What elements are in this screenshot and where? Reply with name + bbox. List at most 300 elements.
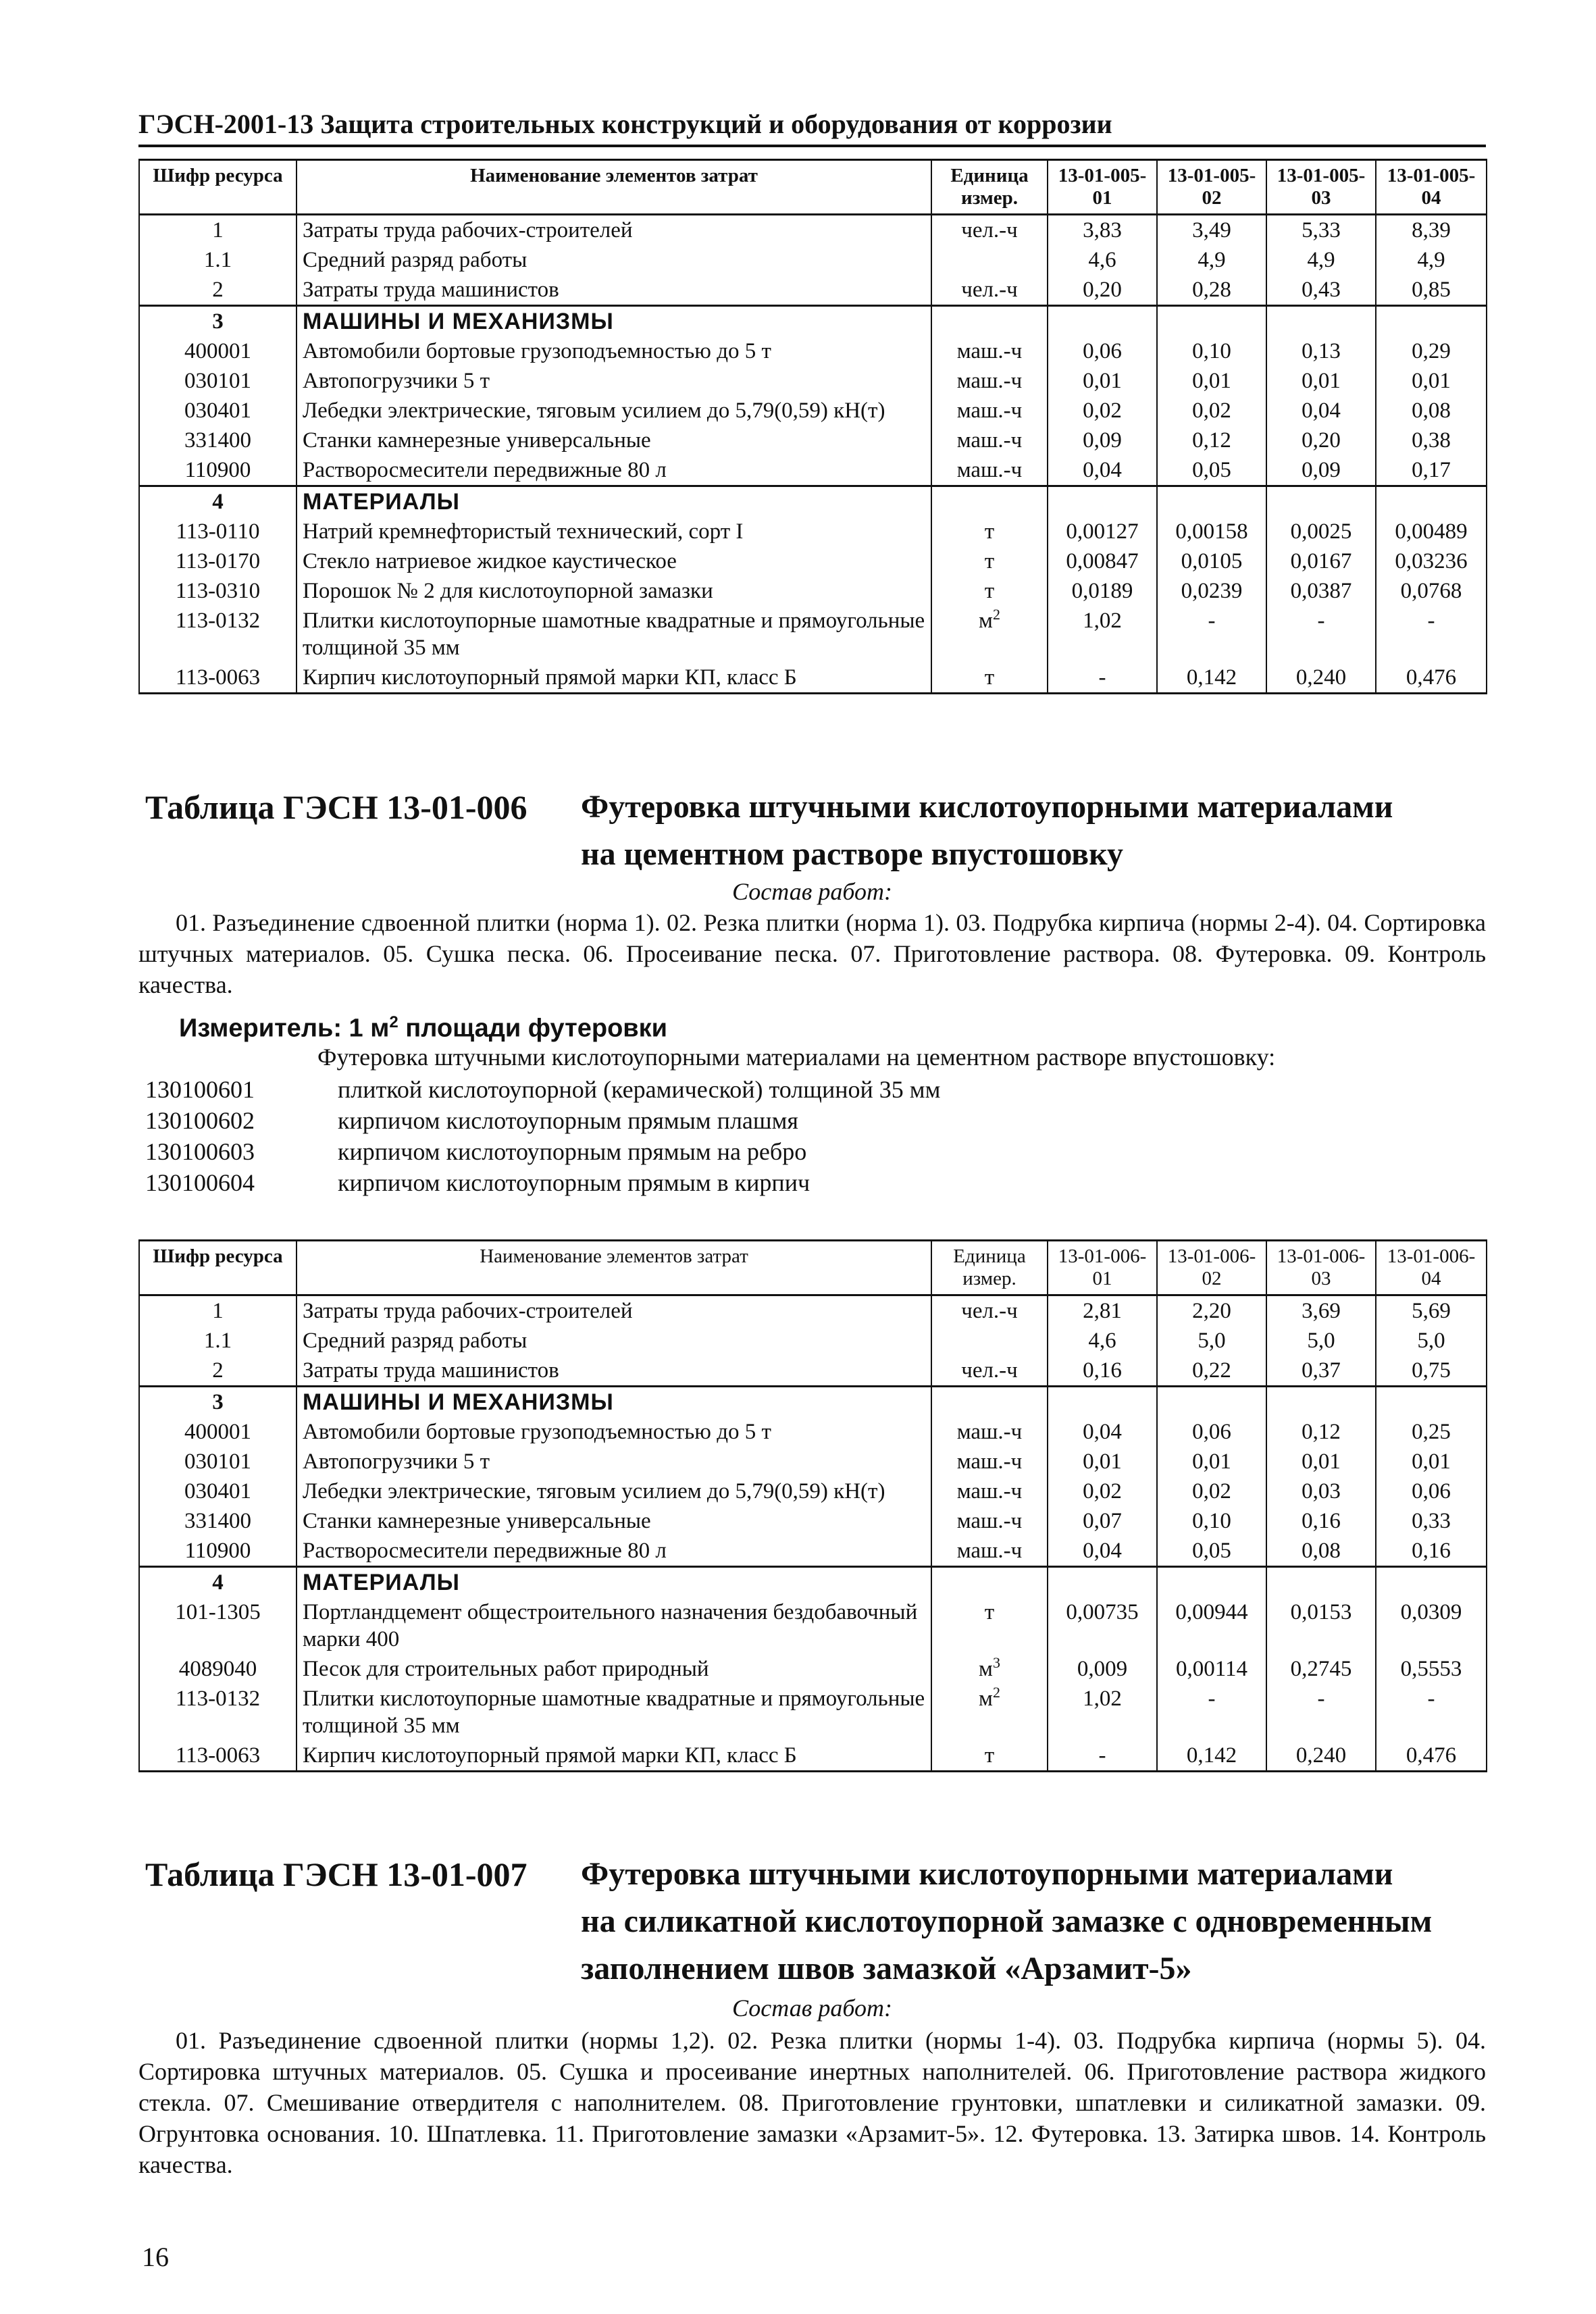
norm-value: 0,38 [1376,426,1487,455]
resource-unit [931,576,1048,606]
norm-value: 2,20 [1157,1295,1266,1327]
unit-text: т [984,549,995,573]
resource-name: Кирпич кислотоупорный прямой марки КП, класс Б [297,1741,931,1772]
norm-value: 0,03 [1266,1476,1376,1506]
norm-value: 0,43 [1266,275,1376,306]
norm-value: 4,9 [1157,245,1266,275]
norm-value: 0,16 [1376,1536,1487,1567]
norm-value: 4,9 [1376,245,1487,275]
section-row [139,1567,1487,1598]
norm-value: 8,39 [1376,215,1487,246]
resource-code: 030401 [139,1476,297,1506]
resource-code: 1.1 [139,245,297,275]
table-title-007 [581,1851,1486,1992]
resource-name: МАШИНЫ И МЕХАНИЗМЫ [297,306,931,337]
col-header: 13-01-006-04 [1376,1241,1487,1295]
resource-code: 113-0132 [139,606,297,663]
resource-unit [931,1387,1048,1418]
page-number: 16 [142,2242,169,2272]
measure-suffix: площади футеровки [398,1014,668,1043]
resource-name: Кирпич кислотоупорный прямой марки КП, класс Б [297,663,931,694]
table-row [139,1684,1487,1741]
resource-name: Затраты труда машинистов [297,1356,931,1387]
norm-value [1376,1567,1487,1598]
norm-value: 0,01 [1266,366,1376,396]
norm-value [1266,1567,1376,1598]
norm-value: 0,00158 [1157,517,1266,546]
norm-value: 0,02 [1157,1476,1266,1506]
unit-text: т [984,519,995,544]
title-line: на силикатной кислотоупорной замазке с одновременным [581,1903,1433,1939]
resource-code: 030101 [139,1447,297,1476]
resource-name: Автопогрузчики 5 т [297,1447,931,1476]
norm-value: 0,13 [1266,336,1376,366]
resource-unit [931,306,1048,337]
title-line: Футеровка штучными кислотоупорными материалами [581,1856,1393,1892]
unit-text: т [984,1600,995,1624]
norm-value [1266,1387,1376,1418]
unit-text: маш.-ч [956,398,1023,423]
resource-unit [931,663,1048,694]
resource-code: 2 [139,1356,297,1387]
unit-text: маш.-ч [956,1449,1023,1474]
section-row [139,306,1487,337]
unit-superscript: 3 [992,1654,1000,1671]
norm-value: 0,01 [1048,1447,1157,1476]
variant-text: кирпичом кислотоупорным прямым плашмя [338,1107,798,1134]
norm-value: 5,33 [1266,215,1376,246]
norm-value: 2,81 [1048,1295,1157,1327]
norm-value: 0,00127 [1048,517,1157,546]
table-body [139,215,1487,694]
resource-code: 113-0063 [139,663,297,694]
variant-row [145,1074,940,1105]
resource-unit [931,1741,1048,1772]
resource-unit [931,336,1048,366]
norm-value: - [1376,606,1487,663]
variant-row [145,1167,940,1198]
norm-value [1048,1567,1157,1598]
norm-value: 0,09 [1048,426,1157,455]
norm-value: 0,16 [1048,1356,1157,1387]
table-heading-006: Таблица ГЭСН 13-01-006 [145,788,527,826]
table-row [139,366,1487,396]
table-row [139,1654,1487,1684]
resource-code: 030401 [139,396,297,426]
resource-unit [931,1476,1048,1506]
resource-unit [931,1536,1048,1567]
norm-value: 4,9 [1266,245,1376,275]
norm-value [1157,1387,1266,1418]
resource-unit [931,606,1048,663]
unit-text: маш.-ч [956,428,1023,453]
col-header: Шифр ресурса [139,1241,297,1295]
variant-list [145,1074,940,1198]
norm-value: 0,240 [1266,663,1376,694]
measure-sup: 2 [389,1013,398,1031]
norm-value [1048,306,1157,337]
resource-code: 110900 [139,1536,297,1567]
norm-value: 0,00847 [1048,546,1157,576]
table-row [139,663,1487,694]
table-row [139,1597,1487,1654]
resource-unit [931,455,1048,486]
norm-value: 0,29 [1376,336,1487,366]
resource-unit [931,1684,1048,1741]
norm-value [1157,486,1266,517]
unit-text: м [979,609,993,633]
section-row [139,486,1487,517]
resource-name: Затраты труда рабочих-строителей [297,215,931,246]
col-header: Наименование элементов затрат [297,1241,931,1295]
norm-value: 0,08 [1266,1536,1376,1567]
resource-code: 400001 [139,1417,297,1447]
resource-code: 030101 [139,366,297,396]
resource-name: МАТЕРИАЛЫ [297,486,931,517]
unit-text: маш.-ч [956,1420,1023,1444]
resource-code: 113-0170 [139,546,297,576]
resource-name: Автомобили бортовые грузоподъемностью до 5 т [297,1417,931,1447]
unit-text: м [979,1687,993,1711]
norm-value: - [1266,606,1376,663]
unit-text: м [979,1657,993,1681]
unit-text: маш.-ч [956,339,1023,363]
resource-name: Автопогрузчики 5 т [297,366,931,396]
norm-value: 0,16 [1266,1506,1376,1536]
norm-value [1048,1387,1157,1418]
resource-code: 101-1305 [139,1597,297,1654]
unit-text: чел.-ч [961,218,1018,242]
table-row [139,546,1487,576]
norm-value: 4,6 [1048,245,1157,275]
unit-text: маш.-ч [956,458,1023,482]
resource-code: 1.1 [139,1326,297,1356]
unit-text: маш.-ч [956,1479,1023,1503]
resource-code: 2 [139,275,297,306]
resource-unit [931,1417,1048,1447]
norm-value: 0,07 [1048,1506,1157,1536]
resource-code: 4089040 [139,1654,297,1684]
unit-text: маш.-ч [956,369,1023,393]
variant-row [145,1136,940,1167]
norm-value: 0,06 [1157,1417,1266,1447]
resource-name: Порошок № 2 для кислотоупорной замазки [297,576,931,606]
resource-code: 4 [139,486,297,517]
norm-value: 0,01 [1048,366,1157,396]
resource-code: 110900 [139,455,297,486]
norm-value: 0,33 [1376,1506,1487,1536]
table-title-006 [581,783,1486,878]
resource-name: Станки камнерезные универсальные [297,426,931,455]
unit-text: т [984,665,995,690]
table-row [139,1356,1487,1387]
norm-value: 0,00735 [1048,1597,1157,1654]
table-row [139,1326,1487,1356]
norm-value: 0,0105 [1157,546,1266,576]
resource-name: Портландцемент общестроительного назначения бездобавочный марки 400 [297,1597,931,1654]
norm-value: 0,05 [1157,455,1266,486]
norm-value: 0,04 [1048,1536,1157,1567]
unit-text: чел.-ч [961,1358,1018,1383]
resource-name: Растворосмесители передвижные 80 л [297,455,931,486]
variants-intro: Футеровка штучными кислотоупорными материалами на цементном растворе впустошовку: [317,1044,1276,1071]
norm-value: 0,0167 [1266,546,1376,576]
norm-value: 0,01 [1266,1447,1376,1476]
norm-value: 0,12 [1157,426,1266,455]
variant-code: 130100603 [145,1138,255,1165]
resource-name: Автомобили бортовые грузоподъемностью до 5 т [297,336,931,366]
resource-unit [931,275,1048,306]
norm-value: 0,09 [1266,455,1376,486]
resource-name: Лебедки электрические, тяговым усилием до 5,79(0,59) кН(т) [297,396,931,426]
col-header: 13-01-005-01 [1048,160,1157,215]
norm-value: 3,49 [1157,215,1266,246]
norm-value: 0,00114 [1157,1654,1266,1684]
resource-name: Средний разряд работы [297,245,931,275]
norm-value: 0,04 [1048,1417,1157,1447]
norm-value: 1,02 [1048,606,1157,663]
title-line: Футеровка штучными кислотоупорными материалами [581,789,1393,825]
norm-value [1266,486,1376,517]
norm-value: 1,02 [1048,1684,1157,1741]
norm-value: 3,83 [1048,215,1157,246]
col-header: Наименование элементов затрат [297,160,931,215]
norm-value: 0,75 [1376,1356,1487,1387]
table-row [139,606,1487,663]
resource-table-13-01-006 [138,1239,1487,1772]
table-row [139,1476,1487,1506]
norm-value: 0,37 [1266,1356,1376,1387]
resource-unit [931,1567,1048,1598]
table-row [139,245,1487,275]
resource-unit [931,546,1048,576]
resource-name: Станки камнерезные универсальные [297,1506,931,1536]
norm-value: - [1157,1684,1266,1741]
resource-unit [931,1326,1048,1356]
norm-value: - [1157,606,1266,663]
unit-text: т [984,1743,995,1768]
resource-code: 331400 [139,1506,297,1536]
norm-value: 0,0768 [1376,576,1487,606]
norm-value: 0,28 [1157,275,1266,306]
resource-code: 331400 [139,426,297,455]
variant-code: 130100601 [145,1076,255,1103]
col-header: 13-01-005-04 [1376,160,1487,215]
norm-value: 0,476 [1376,1741,1487,1772]
norm-value: 0,20 [1048,275,1157,306]
resource-code: 113-0063 [139,1741,297,1772]
norm-value [1157,1567,1266,1598]
resource-name: Плитки кислотоупорные шамотные квадратные и прямоугольные толщиной 35 мм [297,606,931,663]
norm-value [1376,1387,1487,1418]
resource-name: Плитки кислотоупорные шамотные квадратные и прямоугольные толщиной 35 мм [297,1684,931,1741]
resource-unit [931,366,1048,396]
resource-unit [931,426,1048,455]
sostav-text: 01. Разъединение сдвоенной плитки (нормы 1,2). 02. Резка плитки (нормы 1-4). 03. Подрубка кирпича (нормы 5). 04. Сортировка штучных материалов. 05. Сушка и просеивание инертных наполнителей. 06. Приготовление раствора жидкого стекла. 07. Смешивание отвердителя с наполнителем. 08. Приготовление грунтовки, шпатлевки и силикатной замазки. 09. Огрунтовка основания. 10. Шпатлевка. 11. Приготовление замазки «Арзамит-5». 12. Футеровка. 13. Затирка швов. 14. Контроль качества. [138,2027,1486,2178]
resource-unit [931,245,1048,275]
variant-code: 130100602 [145,1107,255,1134]
norm-value [1157,306,1266,337]
resource-name: Лебедки электрические, тяговым усилием до 5,79(0,59) кН(т) [297,1476,931,1506]
norm-value: 0,02 [1048,1476,1157,1506]
norm-value: 0,142 [1157,1741,1266,1772]
norm-value: 0,01 [1376,1447,1487,1476]
table-header-row [139,1241,1487,1295]
norm-value: 0,08 [1376,396,1487,426]
col-header: 13-01-006-03 [1266,1241,1376,1295]
title-line: на цементном растворе впустошовку [581,836,1124,872]
norm-value: 0,17 [1376,455,1487,486]
norm-value: 0,25 [1376,1417,1487,1447]
variant-code: 130100604 [145,1169,255,1196]
norm-value: - [1376,1684,1487,1741]
sostav-label: Состав работ: [732,878,892,905]
resource-code: 113-0310 [139,576,297,606]
table-row [139,1417,1487,1447]
resource-code: 400001 [139,336,297,366]
table-body [139,1295,1487,1772]
norm-value: 0,12 [1266,1417,1376,1447]
norm-value: 0,0189 [1048,576,1157,606]
norm-value: 0,85 [1376,275,1487,306]
norm-value: 0,03236 [1376,546,1487,576]
table-row [139,1741,1487,1772]
col-header: 13-01-005-02 [1157,160,1266,215]
resource-code: 113-0132 [139,1684,297,1741]
col-header: Единица измер. [931,1241,1048,1295]
norm-value: 0,04 [1048,455,1157,486]
norm-value: 0,2745 [1266,1654,1376,1684]
resource-unit [931,486,1048,517]
norm-value: 0,06 [1376,1476,1487,1506]
resource-unit [931,1447,1048,1476]
resource-name: Песок для строительных работ природный [297,1654,931,1684]
norm-value: 0,0309 [1376,1597,1487,1654]
resource-name: Затраты труда машинистов [297,275,931,306]
norm-value [1376,306,1487,337]
table-row [139,517,1487,546]
table-row [139,576,1487,606]
resource-unit [931,1597,1048,1654]
unit-text: чел.-ч [961,1299,1018,1323]
resource-code: 3 [139,1387,297,1418]
resource-code: 3 [139,306,297,337]
norm-value: 3,69 [1266,1295,1376,1327]
unit-text: маш.-ч [956,1509,1023,1533]
measure-prefix: Измеритель: 1 м [179,1014,390,1043]
norm-value: 0,0239 [1157,576,1266,606]
col-header: Шифр ресурса [139,160,297,215]
norm-value: 0,476 [1376,663,1487,694]
norm-value: 0,10 [1157,1506,1266,1536]
norm-value: 5,0 [1376,1326,1487,1356]
norm-value: 5,0 [1157,1326,1266,1356]
resource-name: Затраты труда рабочих-строителей [297,1295,931,1327]
resource-code: 113-0110 [139,517,297,546]
norm-value: 0,0153 [1266,1597,1376,1654]
resource-code: 1 [139,215,297,246]
table-row [139,275,1487,306]
variant-text: плиткой кислотоупорной (керамической) толщиной 35 мм [338,1076,941,1103]
resource-unit [931,517,1048,546]
norm-value: 4,6 [1048,1326,1157,1356]
norm-value: 0,5553 [1376,1654,1487,1684]
norm-value: 0,240 [1266,1741,1376,1772]
resource-unit [931,1654,1048,1684]
unit-text: т [984,579,995,603]
norm-value: 0,06 [1048,336,1157,366]
resource-name: Средний разряд работы [297,1326,931,1356]
resource-unit [931,1506,1048,1536]
resource-code: 4 [139,1567,297,1598]
norm-value: 0,01 [1376,366,1487,396]
table-row [139,1447,1487,1476]
norm-value: - [1048,663,1157,694]
title-line: заполнением швов замазкой «Арзамит-5» [581,1951,1192,1986]
resource-unit [931,215,1048,246]
resource-table-13-01-005 [138,159,1487,694]
col-header: Единица измер. [931,160,1048,215]
norm-value: 0,10 [1157,336,1266,366]
table-row [139,215,1487,246]
table-row [139,1295,1487,1327]
norm-value: 0,05 [1157,1536,1266,1567]
resource-name: Натрий кремнефтористый технический, сорт I [297,517,931,546]
resource-unit [931,1295,1048,1327]
norm-value: 0,142 [1157,663,1266,694]
norm-value: 0,22 [1157,1356,1266,1387]
norm-value: 0,01 [1157,366,1266,396]
resource-name: Стекло натриевое жидкое каустическое [297,546,931,576]
norm-value: 0,02 [1048,396,1157,426]
resource-name: МАТЕРИАЛЫ [297,1567,931,1598]
norm-value: - [1048,1741,1157,1772]
norm-value: 0,0387 [1266,576,1376,606]
col-header: 13-01-006-02 [1157,1241,1266,1295]
norm-value: 0,00489 [1376,517,1487,546]
norm-value: - [1266,1684,1376,1741]
norm-value: 0,01 [1157,1447,1266,1476]
resource-name: МАШИНЫ И МЕХАНИЗМЫ [297,1387,931,1418]
variant-row [145,1105,940,1136]
resource-code: 1 [139,1295,297,1327]
unit-superscript: 2 [992,1684,1000,1701]
col-header: 13-01-006-01 [1048,1241,1157,1295]
norm-value: 0,02 [1157,396,1266,426]
measure-line [179,1006,667,1045]
variant-text: кирпичом кислотоупорным прямым в кирпич [338,1169,810,1196]
unit-text: чел.-ч [961,278,1018,302]
norm-value: 5,0 [1266,1326,1376,1356]
variant-text: кирпичом кислотоупорным прямым на ребро [338,1138,807,1165]
norm-value [1048,486,1157,517]
norm-value: 0,04 [1266,396,1376,426]
table-row [139,455,1487,486]
table-row [139,336,1487,366]
resource-unit [931,1356,1048,1387]
norm-value: 0,009 [1048,1654,1157,1684]
norm-value: 0,20 [1266,426,1376,455]
table-row [139,1506,1487,1536]
table-row [139,1536,1487,1567]
sostav-text: 01. Разъединение сдвоенной плитки (норма 1). 02. Резка плитки (норма 1). 03. Подрубка кирпича (нормы 2-4). 04. Сортировка штучных материалов. 05. Сушка песка. 06. Просеивание песка. 07. Приготовление раствора. 08. Футеровка. 09. Контроль качества. [138,909,1486,998]
table-header-row [139,160,1487,215]
norm-value [1266,306,1376,337]
resource-name: Растворосмесители передвижные 80 л [297,1536,931,1567]
norm-value: 0,0025 [1266,517,1376,546]
norm-value [1376,486,1487,517]
section-row [139,1387,1487,1418]
